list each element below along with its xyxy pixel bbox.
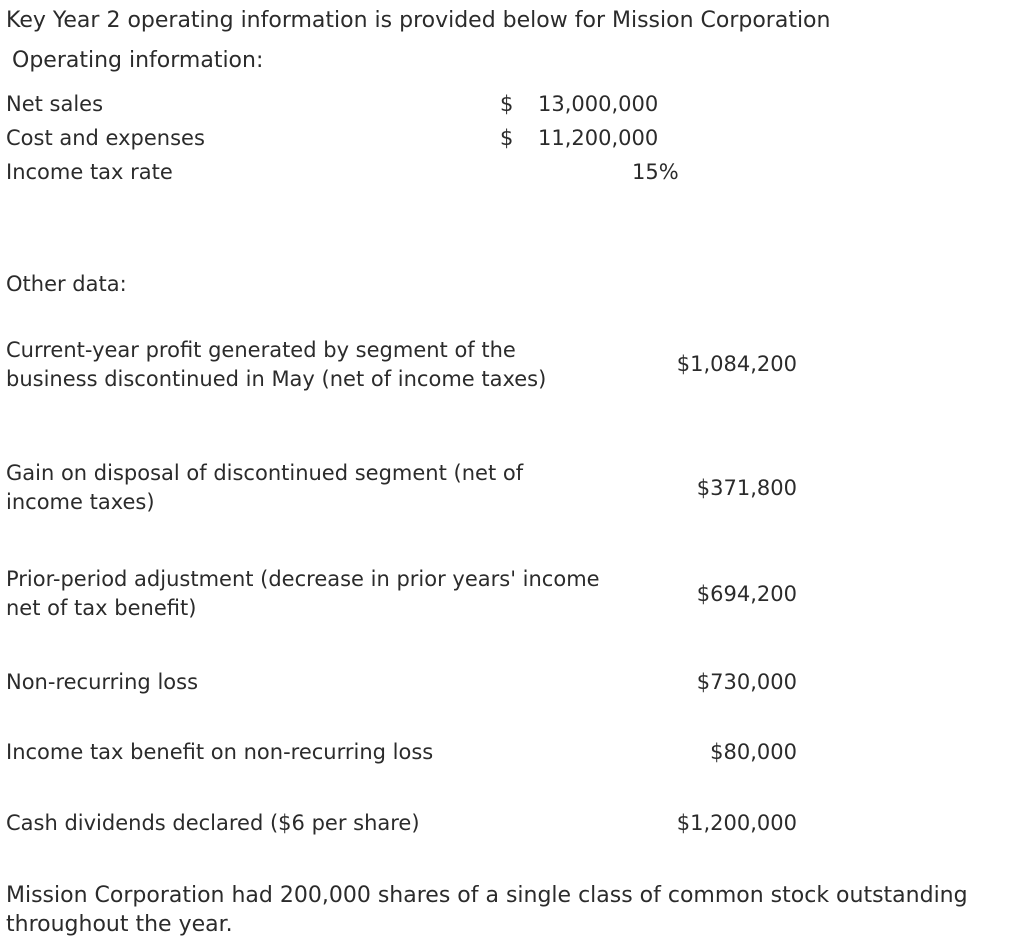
- cash-dividends-label: Cash dividends declared ($6 per share): [6, 811, 420, 835]
- non-recurring-loss-label: Non-recurring loss: [6, 670, 199, 694]
- cash-dividends-value: $1,200,000: [676, 811, 797, 835]
- cost-expenses-currency: $: [500, 126, 514, 150]
- net-sales-value: 13,000,000: [538, 92, 659, 116]
- prior-period-adjustment-value: $694,200: [696, 582, 797, 606]
- net-sales-currency: $: [500, 92, 514, 116]
- cost-expenses-value: 11,200,000: [538, 126, 659, 150]
- cost-expenses-label: Cost and expenses: [6, 126, 205, 150]
- tax-benefit-value: $80,000: [710, 740, 797, 764]
- tax-benefit-label: Income tax benefit on non-recurring loss: [6, 740, 434, 764]
- non-recurring-loss-value: $730,000: [696, 670, 797, 694]
- other-data-heading: Other data:: [6, 272, 127, 296]
- net-sales-label: Net sales: [6, 92, 104, 116]
- discontinued-profit-label: Current-year profit generated by segment of the business discontinued in May (net of income taxes): [6, 338, 547, 391]
- tax-rate-label: Income tax rate: [6, 160, 173, 184]
- discontinued-profit-value: $1,084,200: [676, 352, 797, 376]
- operating-heading: Operating information:: [12, 48, 264, 73]
- intro-text: Key Year 2 operating information is provided below for Mission Corporation: [6, 8, 831, 33]
- disposal-gain-value: $371,800: [696, 476, 797, 500]
- disposal-gain-label: Gain on disposal of discontinued segment (net of income taxes): [6, 461, 524, 514]
- tax-rate-value: 15%: [632, 160, 679, 184]
- closing-note: Mission Corporation had 200,000 shares of a single class of common stock outstanding throughout the year.: [6, 883, 968, 937]
- prior-period-adjustment-label: Prior-period adjustment (decrease in prior years' income net of tax benefit): [6, 567, 600, 620]
